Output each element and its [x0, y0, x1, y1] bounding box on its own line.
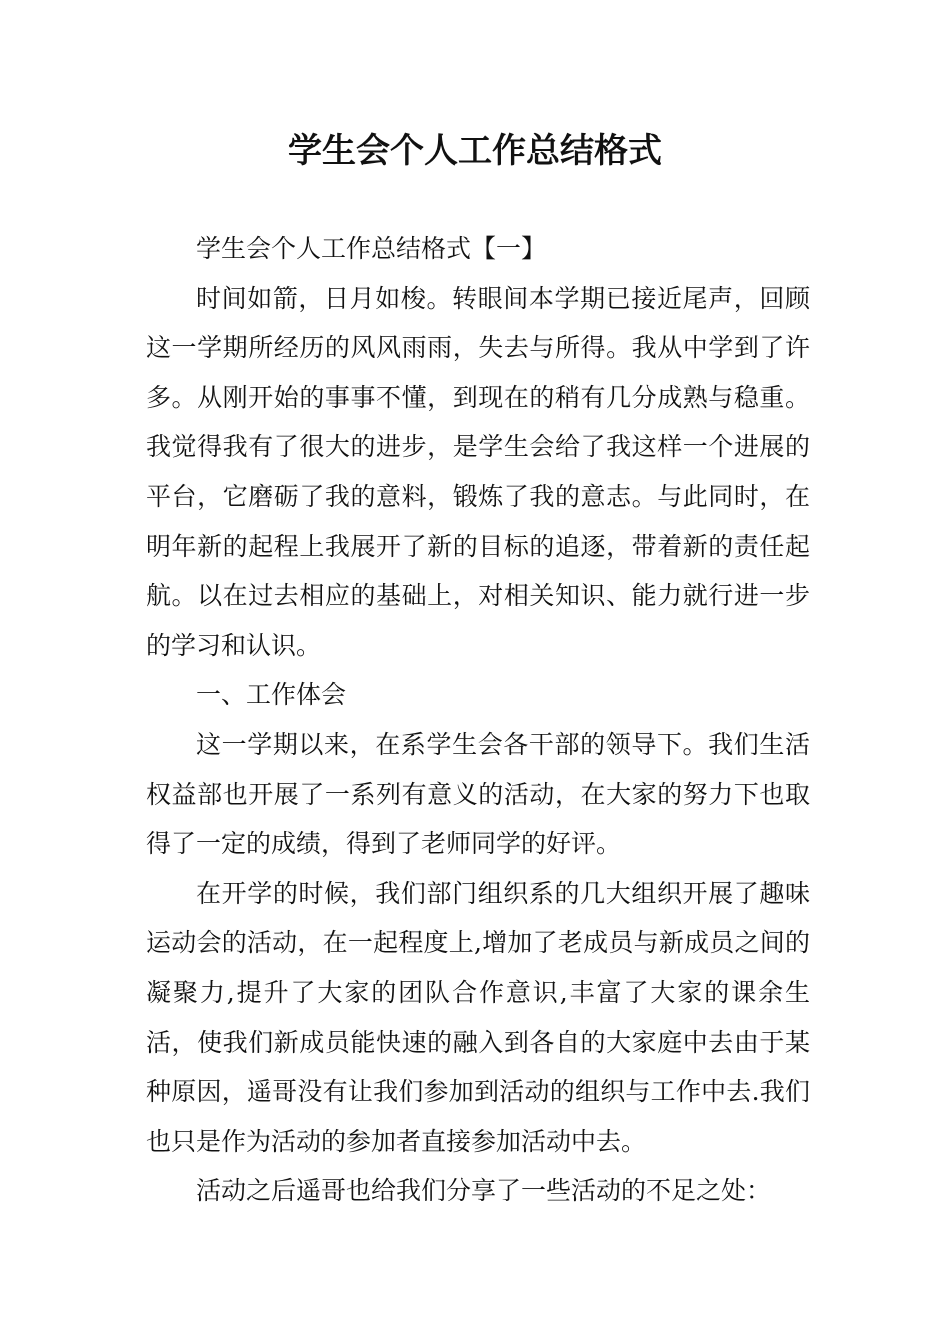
section-heading: 学生会个人工作总结格式【一】: [196, 234, 547, 263]
subsection-heading: 一、工作体会: [196, 680, 347, 710]
body-paragraph: 时间如箭，日月如梭。转眼间本学期已接近尾声，回顾这一学期所经历的风风雨雨，失去与所得。我从中学到了许多。从刚开始的事事不懂，到现在的稍有几分成熟与稳重。我觉得我有了很大的进步，是学生会给了我这样一个进展的平台，它磨砺了我的意料，锻炼了我的意志。与此同时，在明年新的起程上我展开了新的目标的追逐，带着新的责任起航。以在过去相应的基础上，对相关知识、能力就行进一步的学习和认识。: [146, 283, 810, 660]
body-paragraph: 活动之后遥哥也给我们分享了一些活动的不足之处：: [196, 1176, 772, 1206]
body-paragraph: 这一学期以来，在系学生会各干部的领导下。我们生活权益部也开展了一系列有意义的活动，在大家的努力下也取得了一定的成绩，得到了老师同学的好评。: [146, 729, 810, 859]
body-paragraph: 在开学的时候，我们部门组织系的几大组织开展了趣味运动会的活动，在一起程度上,增加了老成员与新成员之间的凝聚力,提升了大家的团队合作意识,丰富了大家的课余生活，使我们新成员能快速的融入到各自的大家庭中去由于某种原因，遥哥没有让我们参加到活动的组织与工作中去.我们也只是作为活动的参加者直接参加活动中去。: [146, 878, 810, 1156]
document-title: 学生会个人工作总结格式: [288, 131, 662, 171]
document-body: [146, 224, 810, 1216]
